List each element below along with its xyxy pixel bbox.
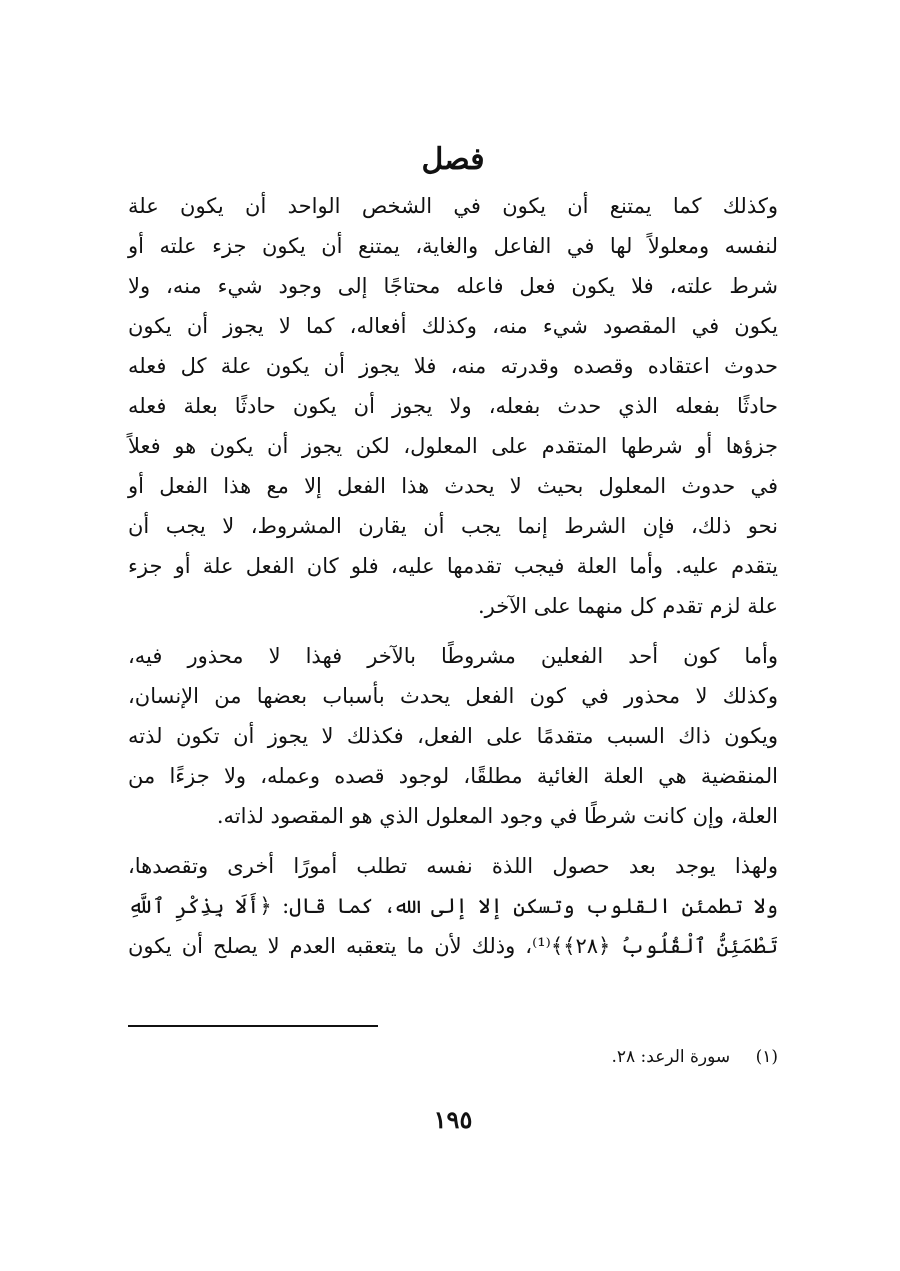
text-line: وأما كون أحد الفعلين مشروطًا بالآخر فهذا لا محذور فيه، — [128, 644, 778, 668]
text-line: لنفسه ومعلولاً لها في الفاعل والغاية، يمتنع أن يكون جزء علته أو — [128, 234, 778, 258]
text-line: ولا تطمئن القلوب وتسكن إلا إلى الله، كما قال: ﴿أَلَا بِذِكْرِ ٱللَّهِ — [128, 894, 778, 918]
text-line: وكذلك كما يمتنع أن يكون في الشخص الواحد أن يكون علة — [128, 194, 778, 218]
paragraph-2 — [128, 636, 778, 836]
section-heading: فصل — [421, 142, 485, 177]
paragraph-1 — [128, 186, 778, 626]
footnote-number: (١) — [755, 1047, 778, 1067]
text-line: ويكون ذاك السبب متقدمًا على الفعل، فكذلك لا يجوز أن تكون لذته — [128, 724, 778, 748]
text-line: علة لزم تقدم كل منهما على الآخر. — [477, 594, 778, 618]
text-line: المنقضية هي العلة الغائية مطلقًا، لوجود قصده وعمله، ولا جزءًا من — [128, 764, 778, 788]
text-line: يتقدم عليه. وأما العلة فيجب تقدمها عليه، فلو كان الفعل علة أو جزء — [128, 554, 778, 578]
text-line: حدوث اعتقاده وقصده وقدرته منه، فلا يجوز أن يكون علة كل فعله — [128, 354, 778, 378]
text-line: ولهذا يوجد بعد حصول اللذة نفسه تطلب أمورًا أخرى وتقصدها، — [128, 854, 778, 878]
footnote-text: سورة الرعد: ٢٨. — [611, 1047, 731, 1067]
paragraph-3 — [128, 846, 778, 966]
text-line: حادثًا بفعله الذي حدث بفعله، ولا يجوز أن يكون حادثًا بعلة فعله — [128, 394, 778, 418]
text-line: تَطْمَئِنُّ ٱلْقُلُوبُ ﴿٢٨﴾﴾⁽¹⁾، وذلك لأن ما يتعقبه العدم لا يصلح أن يكون — [128, 934, 779, 958]
page-number: ١٩٥ — [433, 1105, 473, 1134]
text-line: جزؤها أو شرطها المتقدم على المعلول، لكن يجوز أن يكون هو فعلاً — [128, 434, 778, 458]
text-line: العلة، وإن كانت شرطًا في وجود المعلول الذي هو المقصود لذاته. — [216, 804, 778, 828]
text-line: يكون في المقصود شيء منه، وكذلك أفعاله، كما لا يجوز أن يكون — [128, 314, 778, 338]
footnote — [611, 1043, 778, 1071]
text-line: في حدوث المعلول بحيث لا يحدث هذا الفعل إلا مع هذا الفعل أو — [128, 474, 778, 498]
text-line: وكذلك لا محذور في كون الفعل يحدث بأسباب بعضها من الإنسان، — [128, 684, 778, 708]
page-body — [128, 140, 779, 1134]
footnote-divider — [128, 1025, 378, 1027]
text-line: نحو ذلك، فإن الشرط إنما يجب أن يقارن المشروط، لا يجب أن — [128, 514, 778, 538]
text-line: شرط علته، فلا يكون فعل فاعله محتاجًا إلى وجود شيء منه، ولا — [128, 274, 778, 298]
